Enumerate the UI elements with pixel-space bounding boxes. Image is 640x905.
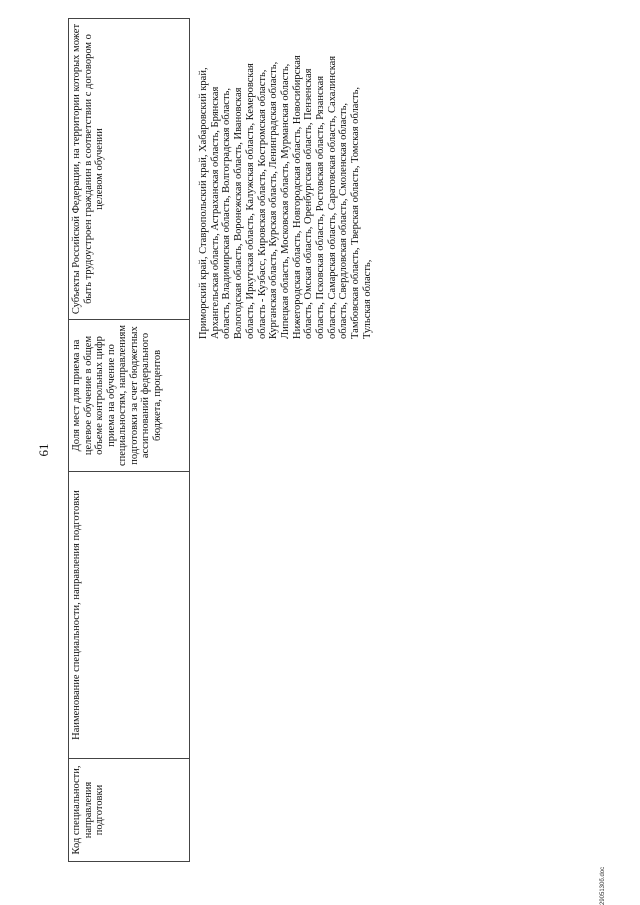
header-share: Доля мест для приема на целевое обучение в общем объеме контрольных цифр приема на обучение по специальностям, направлениям подготовки за счет бюджетных ассигнований федерального бюджета, процентов (69, 320, 190, 472)
document-footer-code: 2905130б.doc (600, 866, 606, 905)
header-table (68, 18, 190, 862)
header-regions: Субъекты Российской Федерации, на территории которых может быть трудоустроен гражданин в соответствии с договором о целевом обучении (69, 19, 190, 320)
header-code: Код специальности, направления подготовки (69, 759, 190, 862)
header-name: Наименование специальности, направления подготовки (69, 472, 190, 759)
table-header-row (69, 19, 190, 862)
regions-list: Приморский край, Ставропольский край, Хабаровский край, Архангельская область, Астраханская область, Брянская область, Владимирская область, Волгоградская область, Вологодская область, Воронежская область, Ивановская область, Иркутская область, Калужская область, Кемеровская область - Кузбасс, Кировская область, Костромская область, Курганская область, Курская область, Ленинградская область, Липецкая область, Московская область, Мурманская область, Нижегородская область, Новгородская область, Новосибирская область, Омская область, Оренбургская область, Пензенская область, Псковская область, Ростовская область, Рязанская область, Самарская область, Саратовская область, Сахалинская область, Свердловская область, Смоленская область, Тамбовская область, Тверская область, Томская область, Тульская область, (198, 55, 373, 339)
page-number: 61 (36, 443, 51, 457)
